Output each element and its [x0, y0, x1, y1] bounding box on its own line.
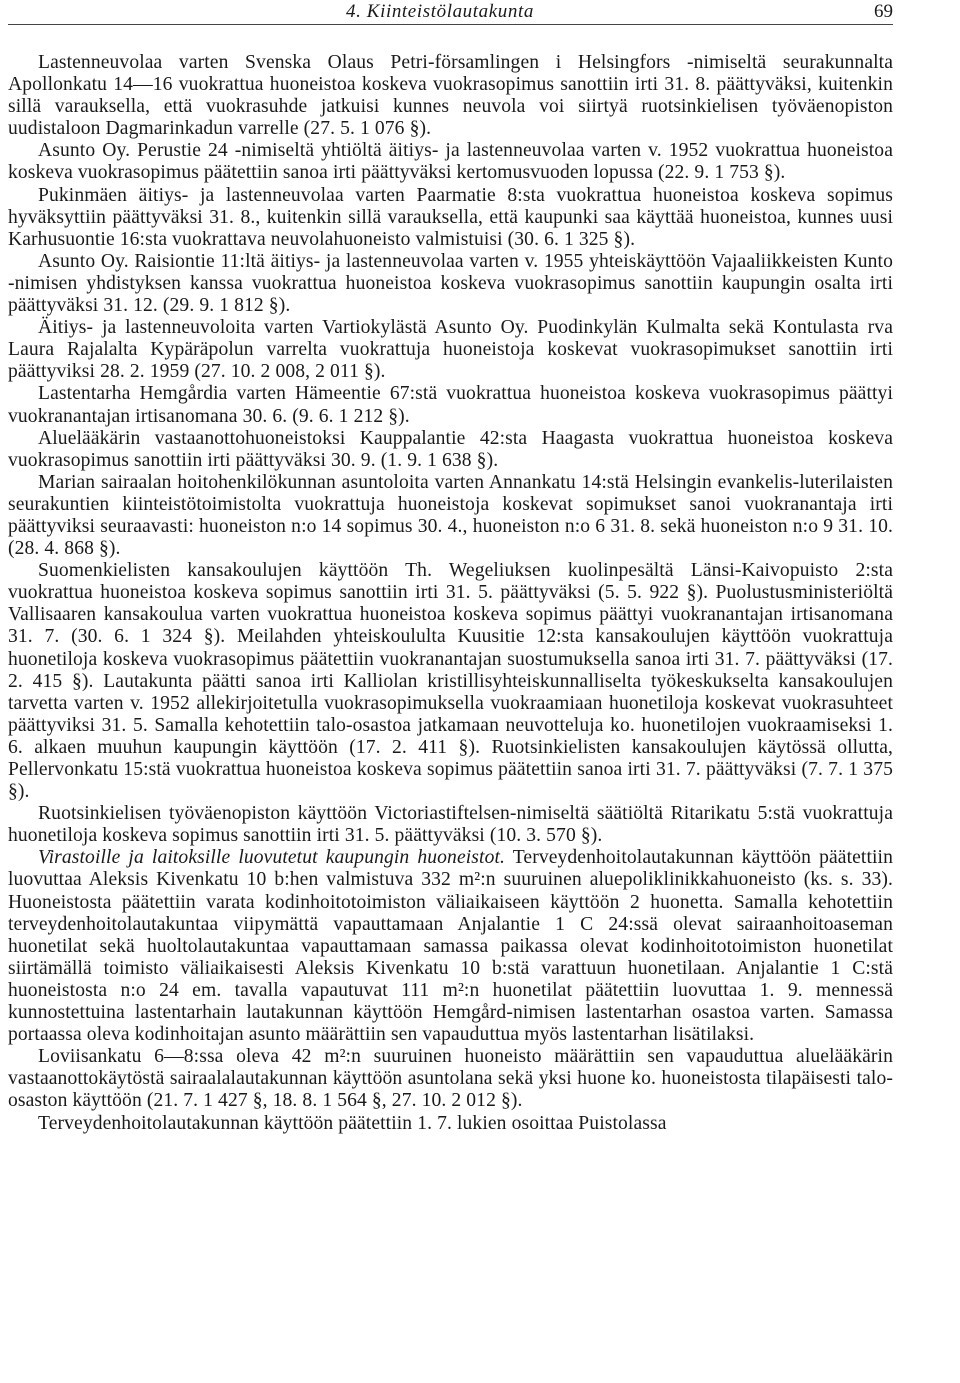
paragraph: Äitiys- ja lastenneuvoloita varten Vartiokylästä Asunto Oy. Puodinkylän Kulmalta sekä Kontulasta rva Laura Rajalalta Kypäräpolun varrelta vuokrattuja huoneistoja koskevat vuokrasopimukset sanottiin irti päättyviksi 28. 2. 1959 (27. 10. 2 008, 2 011 §). [8, 317, 893, 383]
running-header [8, 2, 893, 25]
paragraph: Lastentarha Hemgårdia varten Hämeentie 67:stä vuokrattua huoneistoa koskeva vuokrasopimus päättyi vuokranantajan irtisanomana 30. 6. (9. 6. 1 212 §). [8, 383, 893, 427]
paragraph: Aluelääkärin vastaanottohuoneistoksi Kauppalantie 42:sta Haagasta vuokrattua huoneistoa koskeva vuokrasopimus sanottiin irti päättyväksi 30. 9. (1. 9. 1 638 §). [8, 427, 893, 471]
paragraph: Terveydenhoitolautakunnan käyttöön päätettiin 1. 7. lukien osoittaa Puistolassa [38, 1112, 667, 1134]
section-paragraph [8, 847, 893, 1046]
paragraph: Marian sairaalan hoitohenkilökunnan asuntoloita varten Annankatu 14:stä Helsingin evankelis-luterilaisten seurakuntien kiinteistötoimistolta vuokrattuja huoneistoja koskevat sopimukset sanoi vuokranantaja irti päättyviksi seuraavasti: huoneiston n:o 14 sopimus 30. 4., huoneiston n:o 6 31. 8. sekä huoneiston n:o 9 31. 10. (28. 4. 868 §). [8, 471, 893, 560]
document-page [8, 0, 893, 1135]
body-text [8, 52, 893, 1135]
paragraph: Suomenkielisten kansakoulujen käyttöön Th. Wegeliuksen kuolinpesältä Länsi-Kaivopuisto 2:sta vuokrattua huoneistoa koskeva sopimus sanottiin irti 31. 5. päättyväksi (5. 5. 922 §). Puolustusministeriöltä Vallisaaren kansakoulua varten vuokrattua huoneistoa koskeva sopimus päättyi vuokranantajan irtisanomana 31. 7. (30. 6. 1 324 §). Meilahden yhteiskoululta Kuusitie 12:sta kansakoulujen käyttöön vuokrattuja huonetiloja koskeva vuokrasopimus päätettiin vuokranantajan suostumuksella sanoa irti 31. 7. päättyväksi (17. 2. 415 §). Lautakunta päätti sanoa irti Kalliolan kristillisyhteiskunnalliselta työkeskukselta kansakoulujen tarvetta varten v. 1952 allekirjoitetulla vuokrasopimuksella vuokraamiaan huonetiloja koskevat vuokrasuhteet päättyviksi 31. 5. Samalla kehotettiin talo-osastoa jatkamaan neuvotteluja ko. huonetilojen vuokraamiseksi 1. 6. alkaen muuhun kaupungin käyttöön (17. 2. 411 §). Ruotsinkielisten kansakoulujen käytössä ollutta, Pellervonkatu 15:stä vuokrattua huoneistoa koskeva sopimus päätettiin sanoa irti 31. 7. päättyväksi (7. 7. 1 375 §). [8, 560, 893, 803]
section-lead-text: Terveydenhoitolautakunnan käyttöön päätettiin luovuttaa Aleksis Kivenkatu 10 b:hen valmistuva 332 m²:n suuruinen aluepoliklinikkahuoneisto (ks. s. 33). Huoneistosta päätettiin varata kodinhoitotoimiston väliaikaiseen käyttöön 2 huonetta. Samalla kehotettiin terveydenhoitolautakuntaa viipymättä vapauttamaan Anjalantie 1 C 24:ssä olevat sairaanhoitoaseman huonetilat sekä huoltolautakuntaa vapauttamaan samassa paikassa olevat kodinhoitotoimiston huonetilat siirtämällä toimisto väliaikaisesti Aleksis Kivenkatu 10 b:stä varattuun huonetilaan. Anjalantie 1 C:stä huoneistosta n:o 24 em. tavalla vapautuvat 111 m²:n huonetilat päätettiin luovuttaa 1. 9. mennessä kunnostettuina lastentarhain lautakunnan käyttöön Hemgård-nimisen lastentarhan osastoa varten. Samassa portaassa oleva kodinhoitajan asunto määrättiin sen vapauduttua myös lastentarhan lisätilaksi. [8, 847, 893, 1046]
page-number: 69 [874, 1, 893, 22]
paragraph: Pukinmäen äitiys- ja lastenneuvolaa varten Paarmatie 8:sta vuokrattua huoneistoa koskeva sopimus hyväksyttiin päättyväksi 31. 8., kuitenkin sillä varauksella, että kaupunki saa käyttää huoneistoa, kunnes uusi Karhusuontie 16:sta vuokrattava neuvolahuoneisto valmistuisi (30. 6. 1 325 §). [8, 184, 893, 250]
section-lead-heading: Virastoille ja laitoksille luovutetut kaupungin huoneistot. [38, 847, 506, 869]
chapter-title: 4. Kiinteistölautakunta [346, 1, 534, 22]
paragraph: Ruotsinkielisen työväenopiston käyttöön Victoriastiftelsen-nimiseltä säätiöltä Ritarikatu 5:stä vuokrattuja huonetiloja koskeva sopimus sanottiin irti 31. 5. päättyväksi (10. 3. 570 §). [8, 803, 893, 847]
paragraph: Asunto Oy. Perustie 24 -nimiseltä yhtiöltä äitiys- ja lastenneuvolaa varten v. 1952 vuokrattua huoneistoa koskeva vuokrasopimus päätettiin sanoa irti päättyväksi kertomusvuoden lopussa (22. 9. 1 753 §). [8, 140, 893, 184]
paragraph: Loviisankatu 6—8:ssa oleva 42 m²:n suuruinen huoneisto määrättiin sen vapauduttua aluelääkärin vastaanottokäytöstä sairaalalautakunnan käyttöön asuntolana sekä yksi huone ko. huoneistosta tilapäisesti talo-osaston käyttöön (21. 7. 1 427 §, 18. 8. 1 564 §, 27. 10. 2 012 §). [8, 1046, 893, 1112]
paragraph: Asunto Oy. Raisiontie 11:ltä äitiys- ja lastenneuvolaa varten v. 1955 yhteiskäyttöön Vajaaliikkeisten Kunto -nimisen yhdistyksen kanssa vuokrattua huoneistoa koskeva vuokrasopimus sanottiin kaupungin osalta irti päättyväksi 31. 12. (29. 9. 1 812 §). [8, 250, 893, 317]
paragraph: Lastenneuvolaa varten Svenska Olaus Petri-församlingen i Helsingfors -nimiseltä seurakunnalta Apollonkatu 14—16 vuokrattua huoneistoa koskeva vuokrasopimus sanottiin irti 31. 8. päättyväksi, kuitenkin sillä varauksella, että vuokrasuhde jatkuisi kunnes neuvola voi siirtyä ruotsinkielisen työväenopiston uudistaloon Dagmarinkadun varrelle (27. 5. 1 076 §). [8, 52, 893, 140]
